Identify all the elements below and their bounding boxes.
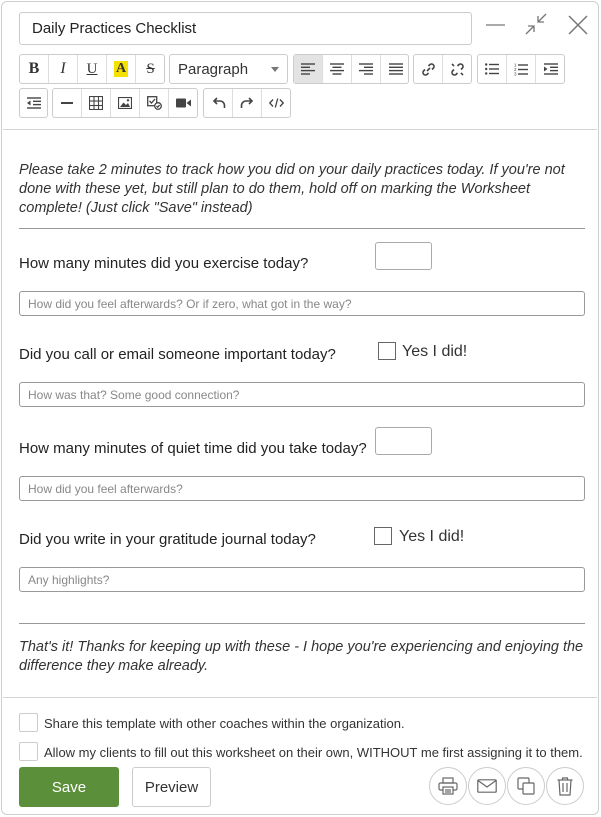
block-format-value: Paragraph <box>178 61 249 78</box>
insert-checkbox-button[interactable] <box>140 89 169 117</box>
redo-icon <box>240 97 255 109</box>
svg-text:2: 2 <box>514 66 517 72</box>
block-format-select[interactable] <box>169 54 288 84</box>
quiet-time-minutes-input[interactable] <box>375 427 432 455</box>
horizontal-rule <box>19 623 585 624</box>
insert-video-button[interactable] <box>169 89 198 117</box>
align-center-icon <box>330 63 344 75</box>
worksheet-outro-text: That's it! Thanks for keeping up with these - I hope you're experiencing and enjoying the difference they make already. <box>19 639 584 674</box>
table-icon <box>89 96 103 110</box>
call-yes-checkbox[interactable] <box>378 342 396 360</box>
highlight-icon: A <box>115 61 127 76</box>
email-icon <box>477 779 497 793</box>
exercise-minutes-input[interactable] <box>375 242 432 270</box>
strikethrough-button[interactable]: S <box>146 60 155 77</box>
video-camera-icon <box>176 98 191 108</box>
checkbox-image-icon <box>147 96 162 110</box>
question-exercise-label: How many minutes did you exercise today? <box>19 255 309 272</box>
svg-text:3: 3 <box>514 71 517 76</box>
worksheet-editor-window <box>1 1 599 815</box>
code-icon <box>269 97 284 109</box>
unlink-icon <box>450 62 465 77</box>
align-left-icon <box>301 63 315 75</box>
numbered-list-button[interactable] <box>507 55 536 83</box>
question-call-label: Did you call or email someone important today? <box>19 346 336 363</box>
worksheet-title-input[interactable] <box>19 12 472 45</box>
preview-button[interactable]: Preview <box>132 767 211 807</box>
call-yes-label: Yes I did! <box>402 343 468 360</box>
align-justify-button[interactable] <box>381 55 410 83</box>
bold-button[interactable]: B <box>20 55 49 83</box>
undo-icon <box>211 97 226 109</box>
question-quiet-time-label: How many minutes of quiet time did you take today? <box>19 440 367 457</box>
remove-link-button[interactable] <box>443 55 472 83</box>
outdent-icon <box>27 97 41 109</box>
text-style-group <box>19 54 165 84</box>
insert-image-button[interactable] <box>111 89 140 117</box>
footer-divider <box>3 697 597 698</box>
print-icon <box>438 777 458 795</box>
link-icon <box>421 62 436 77</box>
align-right-button[interactable] <box>352 55 381 83</box>
copy-icon <box>517 777 535 795</box>
bullet-list-button[interactable] <box>478 55 507 83</box>
allow-clients-checkbox[interactable] <box>19 742 38 761</box>
print-button[interactable] <box>429 767 467 805</box>
align-right-icon <box>359 63 373 75</box>
italic-button[interactable]: I <box>49 55 78 83</box>
minimize-icon[interactable] <box>483 12 509 38</box>
align-justify-icon <box>389 63 403 75</box>
trash-icon <box>557 777 573 796</box>
save-button[interactable]: Save <box>19 767 119 807</box>
history-group <box>203 88 291 118</box>
collapse-icon[interactable] <box>524 12 550 38</box>
exercise-followup-input[interactable] <box>19 291 585 316</box>
call-followup-input[interactable] <box>19 382 585 407</box>
source-code-button[interactable] <box>262 89 291 117</box>
highlight-button[interactable] <box>107 55 136 83</box>
alignment-group <box>293 54 409 84</box>
numbered-list-icon <box>514 63 528 76</box>
share-template-checkbox[interactable] <box>19 713 38 732</box>
indent-icon <box>544 63 558 75</box>
worksheet-intro-text: Please take 2 minutes to track how you did on your daily practices today. If you're not done with these yet, but still plan to do them, hold off on marking the Worksheet complete! (Just click "Save" instead) <box>19 162 565 216</box>
copy-button[interactable] <box>507 767 545 805</box>
list-group <box>477 54 565 84</box>
horizontal-rule-button[interactable] <box>53 89 82 117</box>
bullet-list-icon <box>485 63 499 75</box>
link-group <box>413 54 472 84</box>
email-button[interactable] <box>468 767 506 805</box>
horizontal-rule-icon <box>61 101 73 105</box>
align-left-button[interactable] <box>294 55 323 83</box>
close-icon[interactable] <box>565 12 591 38</box>
horizontal-rule <box>19 228 585 229</box>
insert-group <box>52 88 198 118</box>
insert-link-button[interactable] <box>414 55 443 83</box>
redo-button[interactable] <box>233 89 262 117</box>
question-gratitude-label: Did you write in your gratitude journal today? <box>19 531 316 548</box>
insert-table-button[interactable] <box>82 89 111 117</box>
delete-button[interactable] <box>546 767 584 805</box>
quiet-time-followup-input[interactable] <box>19 476 585 501</box>
underline-button[interactable]: U <box>78 55 107 83</box>
allow-clients-label: Allow my clients to fill out this worksheet on their own, WITHOUT me first assigning it to them. <box>44 745 583 760</box>
undo-button[interactable] <box>204 89 233 117</box>
image-icon <box>118 97 132 109</box>
indent-button[interactable] <box>536 55 565 83</box>
toolbar-divider <box>3 129 597 130</box>
align-center-button[interactable] <box>323 55 352 83</box>
gratitude-followup-input[interactable] <box>19 567 585 592</box>
svg-text:1: 1 <box>514 62 517 67</box>
gratitude-yes-checkbox[interactable] <box>374 527 392 545</box>
gratitude-yes-label: Yes I did! <box>399 528 465 545</box>
chevron-down-icon <box>271 67 279 72</box>
share-template-label: Share this template with other coaches within the organization. <box>44 716 405 731</box>
outdent-button[interactable] <box>19 88 48 118</box>
